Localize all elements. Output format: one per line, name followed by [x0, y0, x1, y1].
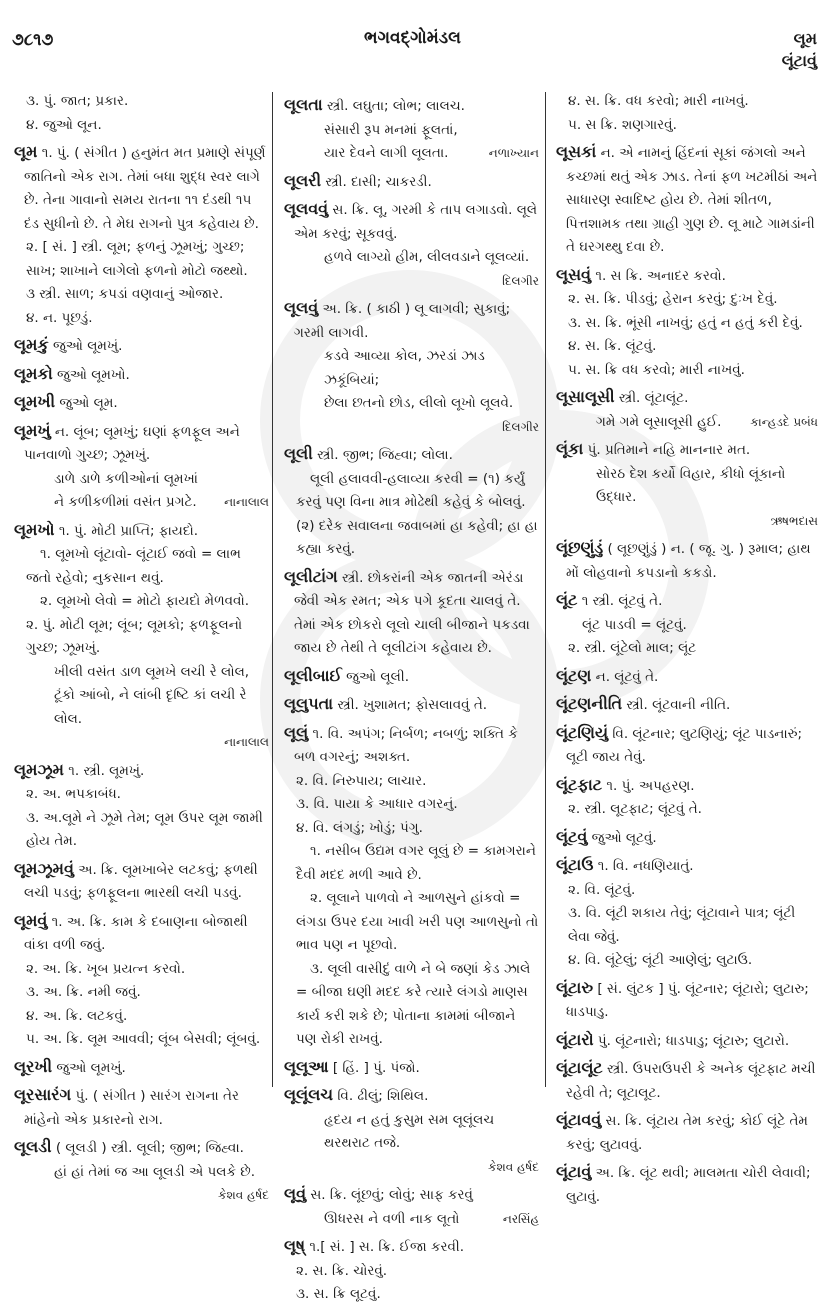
sense-line — [284, 1260, 539, 1284]
entry-text: પું. લૂંટનારો; ધાડપાડુ; લૂંટારુ; લુટારો. — [593, 1032, 790, 1049]
quotation-line — [284, 142, 539, 166]
quotation-line — [556, 463, 818, 510]
headword: લૂલીબાઈ — [284, 665, 342, 685]
dictionary-entry — [556, 140, 818, 260]
headword: લૂલવવું — [284, 199, 329, 218]
dictionary-entry — [284, 721, 539, 770]
quotation-line — [284, 119, 539, 143]
quotation-source — [284, 1156, 539, 1180]
column-divider — [272, 92, 273, 1087]
column-divider — [545, 92, 546, 1087]
quotation-line — [14, 468, 269, 492]
idiom-line — [284, 468, 539, 562]
entry-text: ડાળે ડાળે કળીઓનાં લૂમખાં — [54, 470, 198, 487]
entry-text: ૨. લૂમખો લેવો = મોટો ફાયદો મેળવવો. — [40, 593, 250, 609]
sense-line — [14, 981, 269, 1005]
dictionary-entry — [14, 758, 269, 784]
dictionary-entry — [556, 976, 818, 1025]
headword: લૂલી — [284, 444, 313, 463]
headword: લૂમખું — [14, 420, 51, 440]
dictionary-entry — [556, 385, 818, 411]
entry-text: અ. ક્રિ. લૂંટ થવી; માલમતા ચોરી લેવાવી; લુટાવું. — [566, 1165, 811, 1205]
dictionary-entry — [284, 93, 539, 119]
entry-text: દિલગીર — [502, 419, 539, 434]
dictionary-entry — [556, 1028, 818, 1054]
headword: લૂંટારો — [556, 1029, 594, 1049]
entry-text: ૨. પું. મોટી લૂમ; લૂંબ; લૂમકો; ફળફૂલનો ગુચ્છ; ઝૂમખું. — [26, 616, 243, 656]
headword: લૂલરી — [284, 170, 322, 190]
entry-text: લૂલી હલાવવી-હલાવ્યા કરવી = (૧) કર્યું કરવું પણ વિના માત્ર મોઢેથી કહેવું કે બોલવું. (૨) દરેક સવાલના જવાબમાં હા કહેવી; હા હા કહ્યા કરવું. — [296, 470, 538, 557]
entry-text: ૩. વિ. પાયા કે આધાર વગરનું. — [296, 796, 458, 812]
quotation-source — [284, 270, 539, 294]
headword: લૂરખી — [14, 1056, 53, 1076]
entry-text: ૨. સ્ત્રી. લૂટફાટ; લૂંટવું તે. — [568, 801, 702, 817]
entry-text: ૨. વિ. નિરુપાય; લાચાર. — [296, 772, 427, 789]
entry-text: ૧. પું. મોટી પ્રાપ્તિ; ફાયદો. — [54, 522, 199, 539]
page-number: ૭૮૧૭ — [12, 30, 54, 50]
entry-text: સ્ત્રી. જીભ; જિહ્વા; લોલા. — [312, 447, 453, 463]
dictionary-entry — [284, 197, 539, 246]
headword: લૂલુપતા — [284, 694, 334, 713]
sense-line — [14, 307, 269, 331]
headword: લૂંટફાટ — [556, 774, 603, 794]
quotation-source — [556, 510, 818, 534]
headword: લૂંટણ — [556, 665, 592, 685]
sense-line — [14, 90, 269, 114]
headword: લૂલૂઆ — [284, 1056, 329, 1076]
entry-text: પું. ( સંગીત ) સારંગ રાગના તેર માંહેનો એક પ્રકારનો રાગ. — [24, 1088, 239, 1128]
entry-text: ૧. વિ. અપંગ; નિર્બળ; નબળું; શક્તિ કે બળ વગરનું; અશક્ત. — [294, 725, 518, 765]
quotation-source: નરસિંહ — [502, 1211, 539, 1226]
dictionary-entry — [556, 588, 818, 614]
entry-text: નાનાલાલ — [224, 735, 269, 749]
dictionary-entry — [284, 692, 539, 718]
quotation-source — [14, 731, 269, 755]
headword: લૂમઝૂમ — [14, 759, 64, 779]
dictionary-entry — [14, 362, 269, 388]
entry-text: ૩. વિ. લૂંટી શકાય તેવું; લૂંટાવાને પાત્ર; લૂંટી લેવા જેવું. — [568, 905, 796, 945]
entry-text: ૨. સ્ત્રી. લૂંટેલો માલ; લૂંટ — [568, 640, 697, 656]
sense-line — [556, 359, 818, 383]
quotation-line — [556, 411, 818, 435]
entry-text: જુઓ લૂમખો. — [52, 366, 130, 383]
sense-line — [14, 783, 269, 807]
entry-text: ૧. સ્ત્રી. લૂમખું. — [63, 762, 145, 779]
entry-text: હૃદય ન હતું કુસુમ સમ લૂલૂંલચ થરથરાટ તજે. — [324, 1111, 495, 1151]
idiom-line — [284, 958, 539, 1052]
entry-text: ૧. અ. ક્રિ. કામ કે દબાણના બોજાથી વાંકા વળી જવું. — [24, 913, 248, 953]
idiom-line — [556, 614, 818, 638]
entry-text: ૪. ન. પૂછડું. — [26, 309, 93, 326]
headword: લૂમકો — [14, 363, 53, 383]
entry-text: ( લૂછણુંડું ) ન. ( જૂ. ગુ. ) રૂમાલ; હાથ મોં લોહવાનો કપડાનો કકડો. — [566, 541, 811, 581]
dictionary-entry — [14, 518, 269, 544]
entry-text: જુઓ લૂમખું. — [52, 1059, 126, 1076]
entry-text: ને કળીકળીમાં વસંત પ્રગટે. — [54, 494, 197, 510]
dictionary-entry — [284, 1182, 539, 1208]
entry-text: ૧. પું. અપહરણ. — [602, 777, 695, 794]
dictionary-entry — [556, 1160, 818, 1209]
entry-text: યાર દેવને લાગી લૂલતા. — [324, 145, 449, 161]
entry-text: ૪. જુઓ લૂન. — [26, 116, 102, 133]
sense-line — [14, 1005, 269, 1029]
dictionary-entry — [556, 1056, 818, 1105]
column-3 — [556, 90, 818, 1209]
entry-text: જુઓ લૂટવું. — [587, 829, 657, 846]
headword: લૂલતા — [284, 95, 323, 114]
headword: લૂલીટાંગ — [284, 566, 338, 586]
quotation-line — [284, 1208, 539, 1232]
headword: લૂંટાવવું — [556, 1110, 602, 1129]
headword: લૂમખી — [14, 392, 56, 411]
entry-text: ૪. વિ. લંગડું; ખોડું; પંગુ. — [296, 819, 423, 836]
headword: લૂમકું — [14, 335, 49, 354]
dictionary-entry — [556, 853, 818, 879]
dictionary-entry — [284, 1055, 539, 1081]
headword: લૂંટાવું — [556, 1162, 592, 1181]
headword: લૂસવું — [556, 264, 592, 284]
entry-text: ૩. અ.લૂમે ને ઝૂમે તેમ; લૂમ ઉપર લૂમ જામી હોય તેમ. — [26, 809, 263, 849]
entry-text: સ. ક્રિ. લૂ, ગરમી કે તાપ લગાડવો. લૂલે એમ કરવું; સૂકવવું. — [294, 202, 538, 242]
sense-line — [556, 90, 818, 114]
entry-text: સોરઠ દેશ કર્યો વિહાર, કીધો લૂંકાનો ઉદ્ધાર. — [596, 465, 786, 505]
entry-text: ૩. લૂલી વાસીદું વાળે ને બે જણાં કેડ ઝાલે = બીજા ઘણી મદદ કરે ત્યારે લંગડો માણસ કાર્ય કરી શકે છે; પોતાના કામમાં બીજાને પણ રોકી રાખવું. — [296, 960, 531, 1047]
dictionary-entry — [284, 169, 539, 195]
headword: લૂંટણનીતિ — [556, 694, 623, 713]
dictionary-entry — [14, 419, 269, 468]
sense-line — [14, 114, 269, 138]
headword: લૂમવું — [14, 910, 48, 930]
sense-line — [556, 637, 818, 661]
quotation-line — [14, 684, 269, 731]
entry-text: ૫. સ ક્રિ. શણગારવું. — [568, 116, 677, 133]
page-header — [0, 28, 825, 78]
entry-text: સ્ત્રી. લૂંટાલૂંટ. — [614, 390, 689, 406]
sense-line — [14, 614, 269, 661]
dictionary-entry — [14, 1135, 269, 1161]
entry-text: જુઓ લૂમખું. — [48, 338, 123, 354]
headword: લૂંટાઉ — [556, 855, 594, 874]
entry-text: સ્ત્રી. દાસી; ચાકરડી. — [321, 173, 432, 190]
entry-text: ન. એ નામનું હિંદનાં સૂકાં જંગલો અને કચ્છમાં થતું એક ઝાડ. તેનાં ફળ ખટમીઠાં અને સાધારણ સ્વાદિષ્ટ હોય છે. તેમાં શીતળ, પિત્તશામક તથા ગ્રાહી ગુણ છે. લૂ માટે ગામડાંની તે ઘરગથ્થુ દવા છે. — [566, 145, 818, 255]
entry-text: ઊધરસ ને વળી નાક લૂતો — [324, 1210, 460, 1227]
entry-text: ૫. અ. ક્રિ. લૂમ આવવી; લૂંબ બેસવી; લૂંબવું. — [26, 1031, 261, 1047]
entry-text: સંસારી રૂપ મનમાં ફૂલતાં, — [324, 121, 458, 138]
sense-line — [556, 114, 818, 138]
dictionary-entry — [556, 1108, 818, 1157]
sense-line — [556, 902, 818, 949]
headword: લૂંટારુ — [556, 977, 594, 997]
idiom-line — [284, 840, 539, 887]
entry-text: લૂંટ પાડવી = લૂંટવું. — [582, 616, 687, 633]
entry-text: ઋષભદાસ — [770, 513, 818, 528]
entry-text: ન. લૂંબ; લૂમખું; ઘણાં ફળફૂલ અને પાનવાળો ગુચ્છ; ઝૂમખું. — [24, 423, 240, 463]
dictionary-entry — [14, 909, 269, 958]
entry-text: ૨. લૂલાને પાળવો ને આળસુને હાંકવો = લંગડા ઉપર દયા ખાવી ખરી પણ આળસુનો તો ભાવ પણ ન પૂછવો. — [296, 890, 539, 953]
dictionary-entry — [14, 333, 269, 359]
dictionary-entry — [556, 692, 818, 718]
guide-word-first: લૂમ — [793, 29, 817, 48]
headword: લૂમ — [14, 142, 38, 161]
sense-line — [14, 283, 269, 307]
headword: લૂષ્ — [284, 1236, 306, 1255]
entry-text: અ. ક્રિ. લૂમખાબેર લટકવું; ફળથી લચી પડવું; ફળફૂલના ભારથી લચી પડવું. — [24, 861, 258, 901]
entry-text: ૪. સ. ક્રિ. વધ કરવો; મારી નાખવું. — [568, 93, 749, 109]
headword: લૂંટવું — [556, 826, 588, 846]
entry-text: સ્ત્રી. ઉપરાઉપરી કે અનેક લૂંટફાટ મચી રહેવી તે; લૂટાલૂટ. — [566, 1061, 816, 1101]
entry-text: ૨. વિ. લૂંટવું. — [568, 881, 636, 898]
entry-text: ગમે ગમે લૂસાલૂસી હુઈ. — [596, 413, 722, 430]
dictionary-entry — [284, 442, 539, 468]
entry-text: છેલા છતનો છોડ, લીલો લૂખો લૂલવે. — [324, 395, 514, 411]
entry-text: હળવે લાગ્યો હીમ, લીલવડાને લૂલવ્યાં. — [324, 249, 530, 265]
entry-text: ૨. સ. ક્રિ. ચોરવું. — [296, 1262, 388, 1279]
quotation-source — [284, 416, 539, 440]
entry-text: વિ. ઢીલું; શિથિલ. — [333, 1088, 429, 1104]
headword: લૂંટાલૂંટ — [556, 1058, 603, 1077]
column-1 — [14, 90, 269, 1208]
entry-text: ખીલી વસંત ડાળ લૂમખે લચી રે લોલ, — [54, 663, 250, 680]
headword: લૂલવું — [284, 298, 319, 317]
entry-text: [ હિં. ] પું. પંજો. — [328, 1059, 420, 1076]
idiom-line — [14, 590, 269, 614]
entry-text: ૧. નસીબ ઉદ્યમ વગર લૂલું છે = કામગરાને દૈવી મદદ મળી આવે છે. — [296, 843, 536, 883]
headword: લૂસાલૂસી — [556, 387, 615, 406]
entry-text: સ્ત્રી. લૂંટવાની નીતિ. — [622, 697, 731, 713]
dictionary-entry — [284, 664, 539, 690]
quotation-line — [284, 246, 539, 270]
headword: લૂંછણુંડું — [556, 538, 604, 557]
entry-text: ૧.[ સં. ] સ. ક્રિ. ઈજા કરવી. — [305, 1239, 465, 1255]
dictionary-entry — [556, 825, 818, 851]
entry-text: ૧. લૂમખો લૂંટાવો- લૂંટાઈ જવો = લાભ જતો રહેવો; નુકસાન થવું. — [26, 546, 241, 586]
sense-line — [14, 236, 269, 283]
entry-text: ૧. સ ક્રિ. અનાદર કરવો. — [591, 267, 726, 284]
entry-text: ( લૂલડી ) સ્ત્રી. લૂલી; જીભ; જિહ્વા. — [51, 1140, 244, 1156]
entry-text: સ્ત્રી. લઘુતા; લોભ; લાલચ. — [322, 98, 465, 114]
entry-text: વિ. લૂંટનાર; લુટણિયું; લૂંટ પાડનારું; લૂટી જાય તેવું. — [566, 725, 803, 765]
sense-line — [556, 312, 818, 336]
entry-text: ૪. વિ. લૂંટેલું; લૂંટી આણેલું; લુટાઉ. — [568, 952, 753, 968]
dictionary-entry — [14, 390, 269, 416]
guide-word-last: લૂંટાવું — [781, 51, 817, 70]
quotation-source: નાનાલાલ — [224, 495, 269, 509]
headword: લૂરસારંગ — [14, 1085, 72, 1104]
entry-text: કડવે આવ્યા કોલ, ઝરડાં ઝાડ ઝકૂંબિયાં; — [324, 348, 485, 388]
quotation-line — [284, 1109, 539, 1156]
quotation-line — [14, 1161, 269, 1185]
dictionary-entry — [556, 721, 818, 770]
entry-text: હાં હાં તેમાં જ આ લૂલડી એ પલકે છે. — [54, 1163, 256, 1180]
entry-text: ૧. વિ. નધણિયાતું. — [593, 858, 694, 874]
entry-text: [ સં. લુંટક ] પું. લૂંટનાર; લૂંટારો; લુટારુ; ધાડપાડુ. — [566, 980, 809, 1020]
dictionary-entry — [284, 1234, 539, 1260]
headword: લૂમઝૂમવું — [14, 858, 74, 878]
entry-text: ૪. અ. ક્રિ. લટકવું. — [26, 1007, 128, 1024]
entry-text: ૨. અ. ભપકાબંધ. — [26, 786, 121, 802]
entry-text: સ. ક્રિ. લૂંટાય તેમ કરવું; કોઈ લૂંટે તેમ કરવું; લુટાવવું. — [566, 1113, 808, 1153]
dictionary-entry — [14, 1083, 269, 1132]
entry-text: જુઓ લૂમ. — [55, 395, 118, 411]
headword: લૂંટણિયું — [556, 722, 609, 742]
sense-line — [284, 1283, 539, 1307]
headword: લૂમખો — [14, 519, 55, 539]
entry-text: ૩. પું. જાત; પ્રકાર. — [26, 93, 129, 109]
book-title: ભગવદ્ગોમંડલ — [364, 28, 461, 48]
sense-line — [284, 817, 539, 841]
entry-text: ૩ સ્ત્રી. સાળ; કપડાં વણવાનું ઓજાર. — [26, 286, 224, 302]
headword: લૂવું — [284, 1184, 307, 1203]
entry-text: ૩. સ. ક્રિ લૂટવું. — [296, 1286, 381, 1302]
headword: લૂસકાં — [556, 142, 597, 161]
sense-line — [556, 949, 818, 973]
dictionary-entry — [556, 437, 818, 463]
entry-text: ૧ સ્ત્રી. લૂંટવું તે. — [577, 593, 663, 609]
entry-text: સ. ક્રિ. લૂંછવું; લોવું; સાફ કરવું — [306, 1187, 473, 1203]
quotation-line — [14, 661, 269, 685]
sense-line — [14, 1028, 269, 1052]
entry-text: ૨. અ. ક્રિ. ખૂબ પ્રયત્ન કરવો. — [26, 960, 186, 977]
entry-text: પું. પ્રતિમાને નહિ માનનાર મત. — [583, 442, 751, 458]
entry-text: ૫. સ. ક્રિ વધ કરવો; મારી નાખવું. — [568, 361, 745, 378]
sense-line — [556, 798, 818, 822]
headword: લૂંટ — [556, 590, 578, 609]
entry-text: ૨. [ સં. ] સ્ત્રી. લૂમ; ફળનું ઝૂમખું; ગુચ્છ; સાખ; શાખાને લાગેલો ફળનો મોટો જથ્થો. — [26, 239, 248, 279]
dictionary-entry — [14, 857, 269, 906]
entry-text: ૨. સ. ક્રિ. પીડવું; હેરાન કરવું; દુઃખ દેવું. — [568, 291, 778, 307]
quotation-line — [284, 345, 539, 392]
entry-text: જુઓ લૂલી. — [341, 668, 409, 685]
quotation-line — [14, 491, 269, 515]
entry-text: દિલગીર — [502, 273, 539, 288]
sense-line — [556, 879, 818, 903]
entry-text: ૩. સ. ક્રિ. ભૂંસી નાખવું; હતું ન હતું કરી દેવું. — [568, 314, 803, 331]
sense-line — [556, 335, 818, 359]
entry-text: સ્ત્રી. છોકરાંની એક જાતની એરંડા જેવી એક રમત; એક પગે કૂદતા ચાલવું તે. તેમાં એક છોકરો લૂલો ચાલી બીજાને પકડવા જાય છે તેથી તે લૂલીટાંગ કહેવાય છે. — [294, 569, 530, 656]
headword: લૂલૂંલચ — [284, 1085, 334, 1104]
sense-line — [14, 807, 269, 854]
sense-line — [14, 958, 269, 982]
dictionary-entry — [284, 565, 539, 661]
quotation-line — [284, 392, 539, 416]
dictionary-entry — [14, 1055, 269, 1081]
idiom-line — [284, 887, 539, 958]
headword: લૂંકા — [556, 439, 584, 458]
entry-text: ટૂંકો આંબો, ને લાંબી દૃષ્ટિ કાં લચી રે લોલ. — [54, 687, 247, 727]
headword: લૂલું — [284, 722, 309, 742]
quotation-source: નળાખ્યાન — [488, 146, 539, 160]
dictionary-entry — [556, 773, 818, 799]
entry-text: ન. લૂંટવું તે. — [591, 668, 659, 685]
entry-text: કેશવ હર્ષદ — [218, 1188, 269, 1202]
dictionary-entry — [556, 664, 818, 690]
sense-line — [284, 770, 539, 794]
sense-line — [284, 793, 539, 817]
entry-text: સ્ત્રી. ખુશામત; ફોસલાવવું તે. — [333, 697, 488, 713]
entry-text: કેશવ હર્ષદ — [488, 1159, 539, 1174]
quotation-source: કાન્હડદે પ્રબંધ — [750, 414, 818, 429]
dictionary-entry — [556, 536, 818, 585]
entry-text: ૪. સ. ક્રિ. લૂંટવું. — [568, 338, 657, 354]
dictionary-entry — [14, 140, 269, 236]
dictionary-entry — [284, 296, 539, 345]
sense-line — [556, 288, 818, 312]
entry-text: ૧. પું. ( સંગીત ) હનુમંત મત પ્રમાણે સંપૂર્ણ જાતિનો એક રાગ. તેમાં બધા શુદ્ધ સ્વર લાગે છે. તેના ગાવાનો સમય રાતના ૧૧ દંડથી ૧૫ દંડ સુધીનો છે. તે મેઘ રાગનો પુત્ર કહેવાય છે. — [24, 145, 266, 232]
entry-text: અ. ક્રિ. ( કાઠી ) લૂ લાગવી; સુકાવું; ગરમી લાગવી. — [294, 301, 511, 341]
column-2 — [284, 90, 539, 1307]
entry-text: ૩. અ. ક્રિ. નમી જવું. — [26, 984, 141, 1000]
quotation-source — [14, 1184, 269, 1208]
dictionary-entry — [556, 263, 818, 289]
guide-words — [782, 28, 817, 72]
headword: લૂલડી — [14, 1137, 52, 1156]
idiom-line — [14, 543, 269, 590]
